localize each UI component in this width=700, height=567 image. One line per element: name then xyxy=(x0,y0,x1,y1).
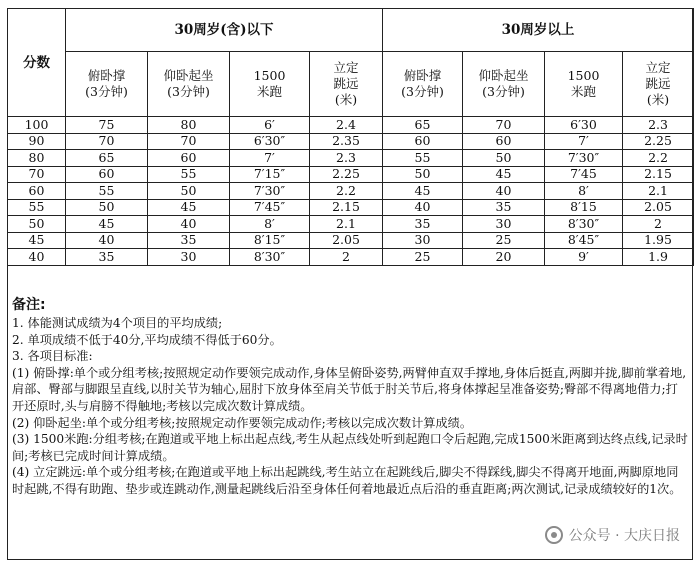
table-cell: 1.95 xyxy=(623,232,694,249)
table-cell: 7′30″ xyxy=(230,183,310,200)
table-cell: 30 xyxy=(383,232,463,249)
table-cell: 75 xyxy=(66,117,148,134)
table-cell: 60 xyxy=(463,133,545,150)
table-cell: 7′30″ xyxy=(545,150,623,167)
sub-header-4: 俯卧撑 (3分钟) xyxy=(383,52,463,117)
table-cell: 2.25 xyxy=(623,133,694,150)
table-row xyxy=(8,216,694,233)
table-cell: 35 xyxy=(148,232,230,249)
table-row xyxy=(8,166,694,183)
table-cell: 2.1 xyxy=(623,183,694,200)
table-cell: 45 xyxy=(463,166,545,183)
table-cell: 45 xyxy=(148,199,230,216)
notes-section xyxy=(12,295,688,498)
table-cell: 50 xyxy=(66,199,148,216)
table-cell: 80 xyxy=(8,150,66,167)
table-cell: 2.25 xyxy=(310,166,383,183)
note-line: (1) 俯卧撑:单个或分组考核;按照规定动作要领完成动作,身体呈俯卧姿势,两臂伸直双手撑地,身体后挺直,两脚并拢,脚前掌着地,肩部、臀部与脚跟呈直线,以肘关节为轴心,屈肘下放身体至肩关节低于肘关节后,将身体撑起呈准备姿势;臀部不得离地借力;打开还原时,头与肩膀不得触地;考核以完成次数计算成绩。 xyxy=(12,365,687,413)
table-cell: 45 xyxy=(383,183,463,200)
table-cell: 2.2 xyxy=(623,150,694,167)
table-cell: 25 xyxy=(463,232,545,249)
sub-header-6: 1500 米跑 xyxy=(545,52,623,117)
table-cell: 2.1 xyxy=(310,216,383,233)
table-cell: 2.4 xyxy=(310,117,383,134)
table-cell: 50 xyxy=(463,150,545,167)
table-cell: 70 xyxy=(463,117,545,134)
table-cell: 60 xyxy=(66,166,148,183)
table-cell: 2.2 xyxy=(310,183,383,200)
sub-header-3: 立定 跳远 (米) xyxy=(310,52,383,117)
table-cell: 100 xyxy=(8,117,66,134)
table-cell: 35 xyxy=(66,249,148,266)
notes-title: 备注: xyxy=(12,297,46,313)
table-row xyxy=(8,117,694,134)
table-cell: 2 xyxy=(623,216,694,233)
table-cell: 7′45 xyxy=(545,166,623,183)
note-line: (2) 仰卧起坐:单个或分组考核;按照规定动作要领完成动作;考核以完成次数计算成绩。 xyxy=(12,415,473,430)
table-cell: 40 xyxy=(383,199,463,216)
table-cell: 50 xyxy=(148,183,230,200)
table-cell: 2.3 xyxy=(623,117,694,134)
table-cell: 8′ xyxy=(230,216,310,233)
table-cell: 35 xyxy=(463,199,545,216)
table-cell: 8′15 xyxy=(545,199,623,216)
table-cell: 60 xyxy=(148,150,230,167)
table-row xyxy=(8,199,694,216)
note-line: 3. 各项目标准: xyxy=(12,349,93,364)
table-cell: 7′ xyxy=(545,133,623,150)
table-cell: 1.9 xyxy=(623,249,694,266)
table-cell: 2.05 xyxy=(623,199,694,216)
table-cell: 25 xyxy=(383,249,463,266)
table-row xyxy=(8,232,694,249)
table-cell: 7′15″ xyxy=(230,166,310,183)
table-cell: 40 xyxy=(463,183,545,200)
sub-header-2: 1500 米跑 xyxy=(230,52,310,117)
table-cell: 40 xyxy=(148,216,230,233)
table-cell: 8′30″ xyxy=(545,216,623,233)
table-cell: 2.3 xyxy=(310,150,383,167)
group-header-over-30: 30周岁以上 xyxy=(383,9,694,52)
table-cell: 9′ xyxy=(545,249,623,266)
table-cell: 60 xyxy=(8,183,66,200)
table-cell: 80 xyxy=(148,117,230,134)
table-cell: 6′30 xyxy=(545,117,623,134)
table-cell: 8′45″ xyxy=(545,232,623,249)
table-cell: 6′30″ xyxy=(230,133,310,150)
note-line: (4) 立定跳远:单个或分组考核;在跑道或平地上标出起跳线,考生站立在起跳线后,脚尖不得踩线,脚尖不得离开地面,两脚原地同时起跳,不得有助跑、垫步或连跳动作,测量起跳线后沿至身体任何着地最近点后沿的垂直距离;两次测试,记录成绩较好的1次。 xyxy=(12,465,682,496)
table-cell: 8′15″ xyxy=(230,232,310,249)
table-cell: 50 xyxy=(8,216,66,233)
table-cell: 40 xyxy=(66,232,148,249)
sub-header-5: 仰卧起坐 (3分钟) xyxy=(463,52,545,117)
table-cell: 65 xyxy=(66,150,148,167)
note-line: (3) 1500米跑:分组考核;在跑道或平地上标出起点线,考生从起点线处听到起跑口令后起跑,完成1500米距离到达终点线,记录时间;考核已完成时间计算成绩。 xyxy=(12,432,688,463)
table-cell: 30 xyxy=(148,249,230,266)
table-cell: 8′ xyxy=(545,183,623,200)
sub-header-7: 立定 跳远 (米) xyxy=(623,52,694,117)
table-cell: 2.15 xyxy=(310,199,383,216)
sub-header-0: 俯卧撑 (3分钟) xyxy=(66,52,148,117)
table-row xyxy=(8,183,694,200)
table-cell: 2 xyxy=(310,249,383,266)
table-cell: 30 xyxy=(463,216,545,233)
table-cell: 40 xyxy=(8,249,66,266)
table-cell: 6′ xyxy=(230,117,310,134)
table-cell: 20 xyxy=(463,249,545,266)
note-line: 1. 体能测试成绩为4个项目的平均成绩; xyxy=(12,316,223,330)
fitness-standard-document xyxy=(7,8,693,560)
watermark xyxy=(545,525,680,545)
sub-header-1: 仰卧起坐 (3分钟) xyxy=(148,52,230,117)
table-cell: 55 xyxy=(66,183,148,200)
table-cell: 65 xyxy=(383,117,463,134)
table-cell: 2.15 xyxy=(623,166,694,183)
table-cell: 7′45″ xyxy=(230,199,310,216)
score-header: 分数 xyxy=(8,9,66,117)
table-cell: 55 xyxy=(148,166,230,183)
watermark-text: 公众号 · 大庆日报 xyxy=(568,528,680,544)
table-row xyxy=(8,249,694,266)
table-row xyxy=(8,133,694,150)
score-table xyxy=(7,8,694,266)
table-cell: 2.35 xyxy=(310,133,383,150)
table-cell: 90 xyxy=(8,133,66,150)
table-cell: 7′ xyxy=(230,150,310,167)
group-header-under-30: 30周岁(含)以下 xyxy=(66,9,383,52)
note-line: 2. 单项成绩不低于40分,平均成绩不得低于60分。 xyxy=(12,332,282,347)
table-cell: 50 xyxy=(383,166,463,183)
table-cell: 2.05 xyxy=(310,232,383,249)
table-cell: 70 xyxy=(148,133,230,150)
table-cell: 8′30″ xyxy=(230,249,310,266)
table-cell: 70 xyxy=(66,133,148,150)
table-cell: 35 xyxy=(383,216,463,233)
table-cell: 45 xyxy=(66,216,148,233)
table-cell: 70 xyxy=(8,166,66,183)
table-row xyxy=(8,150,694,167)
wechat-icon xyxy=(545,526,563,544)
table-cell: 55 xyxy=(8,199,66,216)
table-cell: 55 xyxy=(383,150,463,167)
table-cell: 45 xyxy=(8,232,66,249)
table-cell: 60 xyxy=(383,133,463,150)
